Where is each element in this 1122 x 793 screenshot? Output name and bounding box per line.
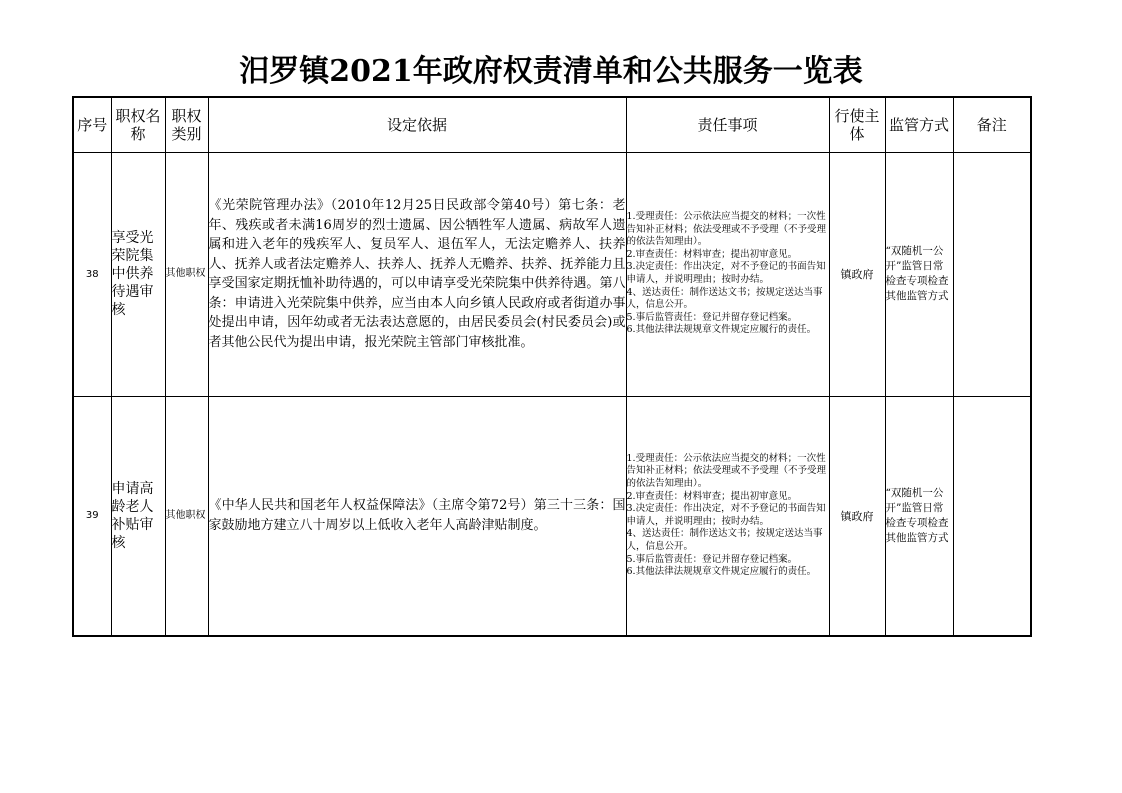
row-power-type: 其他职权 <box>165 396 208 636</box>
row-basis: 《中华人民共和国老年人权益保障法》（主席令第72号）第三十三条：国家鼓励地方建立八十周岁以上低收入老年人高龄津贴制度。 <box>208 396 626 636</box>
duty-item: 2.审查责任：材料审查；提出初审意见。 <box>626 490 798 502</box>
row-subject: 镇政府 <box>829 152 885 396</box>
header-subject: 行使主体 <box>829 97 885 152</box>
duty-item: 5.事后监管责任：登记并留存登记档案。 <box>626 553 798 565</box>
header-seq: 序号 <box>73 97 111 152</box>
row-notes <box>953 152 1031 396</box>
row-subject: 镇政府 <box>829 396 885 636</box>
duty-item: 4、送达责任：制作送达文书；按规定送达当事人，信息公开。 <box>626 286 823 311</box>
row-supervision: “双随机一公开”监管日常检查专项检查其他监管方式 <box>885 396 953 636</box>
row-power-type: 其他职权 <box>165 152 208 396</box>
duty-item: 6.其他法律法规规章文件规定应履行的责任。 <box>626 324 817 336</box>
duty-item: 3.决定责任：作出决定，对不予登记的书面告知申请人，并说明理由；按时办结。 <box>626 503 826 527</box>
row-basis: 《光荣院管理办法》（2010年12月25日民政部令第40号）第七条：老年、残疾或者未满16周岁的烈士遗属、因公牺牲军人遗属、病故军人遗属和进入老年的残疾军人、复员军人、退伍军人，无法定赡养人、扶养人、抚养人或者法定赡养人、扶养人、抚养人无赡养、扶养、抚养能力且享受国家定期抚恤补助待遇的，可以申请享受光荣院集中供养待遇。第八条：申请进入光荣院集中供养，应当由本人向乡镇人民政府或者街道办事处提出申请，因年幼或者无法表达意愿的，由居民委员会(村民委员会)或者其他公民代为提出申请，报光荣院主管部门审核批准。 <box>208 152 626 396</box>
header-supervision: 监管方式 <box>885 97 953 152</box>
duty-item: 3.决定责任：作出决定，对不予登记的书面告知申请人，并说明理由；按时办结。 <box>626 261 826 285</box>
row-seq: 38 <box>73 152 111 396</box>
table-header-row <box>73 97 1031 152</box>
duty-item: 5.事后监管责任：登记并留存登记档案。 <box>626 311 798 323</box>
table-row <box>73 152 1031 396</box>
header-power-type: 职权类别 <box>165 97 208 152</box>
duty-item: 4、送达责任：制作送达文书；按规定送达当事人，信息公开。 <box>626 528 823 552</box>
row-power-name: 申请高龄老人补贴审核 <box>111 396 165 636</box>
duty-item: 1.受理责任：公示依法应当提交的材料；一次性告知补正材料；依法受理或不予受理（不予受理的依法告知理由）。 <box>626 452 827 489</box>
row-duties <box>626 396 829 636</box>
table-row <box>73 396 1031 636</box>
row-power-name: 享受光荣院集中供养待遇审核 <box>111 152 165 396</box>
header-power-name: 职权名称 <box>111 97 165 152</box>
row-duties <box>626 152 829 396</box>
duty-item: 1.受理责任：公示依法应当提交的材料；一次性告知补正材料；依法受理或不予受理（不予受理的依法告知理由）。 <box>626 211 827 248</box>
duty-item: 6.其他法律法规规章文件规定应履行的责任。 <box>626 566 817 578</box>
header-notes: 备注 <box>953 97 1031 152</box>
duty-item: 2.审查责任：材料审查；提出初审意见。 <box>626 248 798 260</box>
header-duties: 责任事项 <box>626 97 829 152</box>
row-supervision: “双随机一公开”监管日常检查专项检查其他监管方式 <box>885 152 953 396</box>
power-list-table <box>72 96 1032 637</box>
row-notes <box>953 396 1031 636</box>
row-seq: 39 <box>73 396 111 636</box>
header-basis: 设定依据 <box>208 97 626 152</box>
page-title: 汨罗镇2021年政府权责清单和公共服务一览表 <box>239 54 863 89</box>
